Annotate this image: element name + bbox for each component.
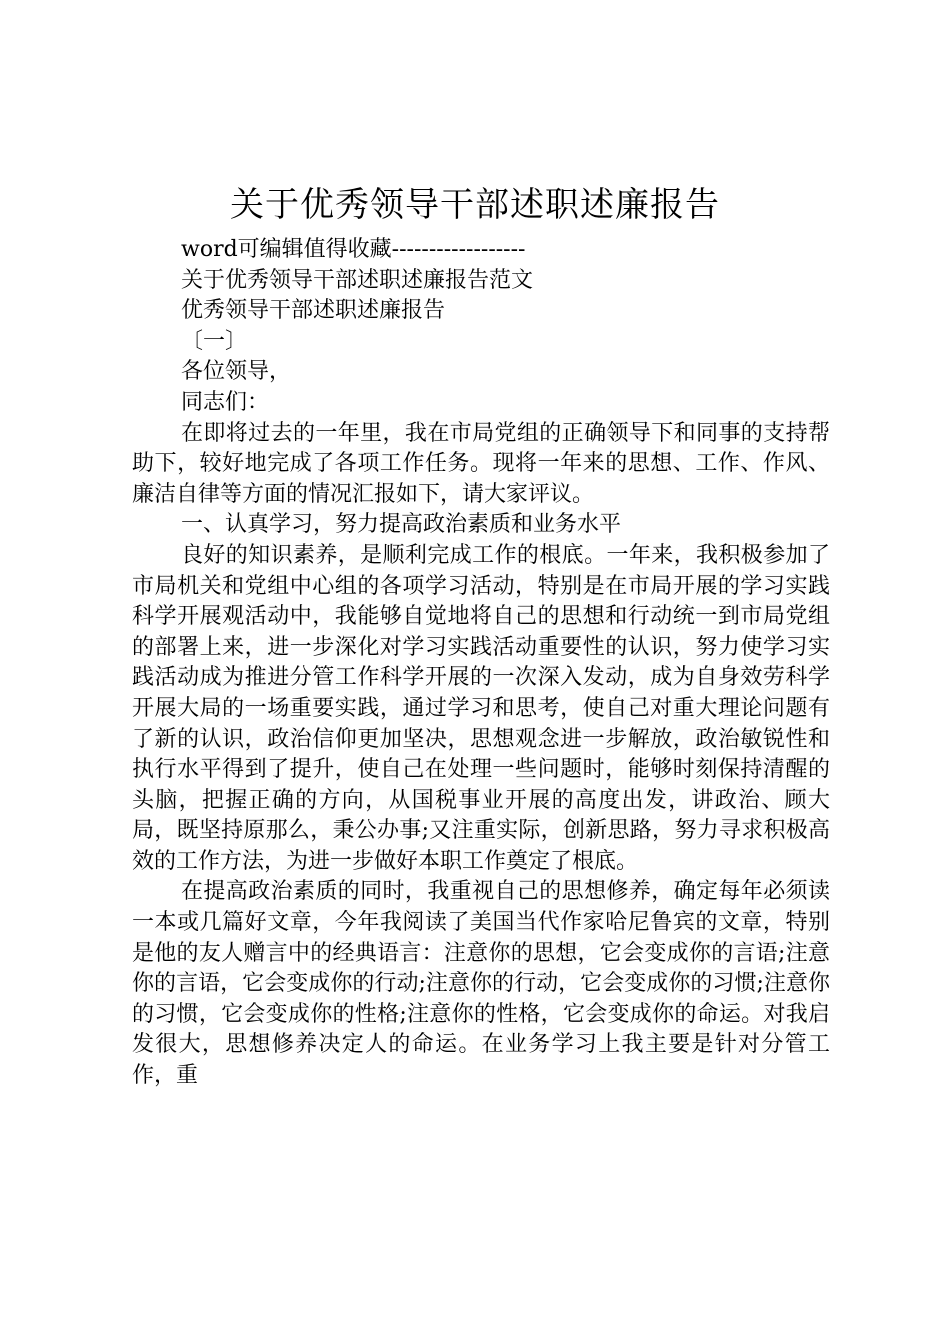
document-title: 关于优秀领导干部述职述廉报告 [230,185,720,225]
report-name-line: 优秀领导干部述职述廉报告 [181,298,446,324]
intro-paragraph: 在即将过去的一年里，我在市局党组的正确领导下和同事的支持帮助下，较好地完成了各项工作任务。现将一年来的思想、工作、作风、廉洁自律等方面的情况汇报如下，请大家评议。 [132,420,830,507]
body-paragraph: 良好的知识素养，是顺利完成工作的根底。一年来，我积极参加了市局机关和党组中心组的各项学习活动，特别是在市局开展的学习实践科学开展观活动中，我能够自觉地将自己的思想和行动统一到市局党组的部署上来，进一步深化对学习实践活动重要性的认识，努力使学习实践活动成为推进分管工作科学开展的一次深入发动，成为自身效劳科学开展大局的一场重要实践，通过学习和思考，使自己对重大理论问题有了新的认识，政治信仰更加坚决，思想观念进一步解放，政治敏锐性和执行水平得到了提升，使自己在处理一些问题时，能够时刻保持清醒的头脑，把握正确的方向，从国税事业开展的高度出发，讲政治、顾大局，既坚持原那么，秉公办事;又注重实际，创新思路，努力寻求积极高效的工作方法，为进一步做好本职工作奠定了根底。 [132,542,830,874]
section-heading: 一、认真学习，努力提高政治素质和业务水平 [181,512,622,538]
body-paragraph: 在提高政治素质的同时，我重视自己的思想修养，确定每年必须读一本或几篇好文章，今年我阅读了美国当代作家哈尼鲁宾的文章，特别是他的友人赠言中的经典语言：注意你的思想，它会变成你的言语;注意你的言语，它会变成你的行动;注意你的行动，它会变成你的习惯;注意你的习惯，它会变成你的性格;注意你的性格，它会变成你的命运。对我启发很大，思想修养决定人的命运。在业务学习上我主要是针对分管工作，重 [132,879,830,1089]
salutation-leaders: 各位领导， [181,359,292,385]
salutation-comrades: 同志们： [181,389,270,415]
document-body [132,235,830,1092]
header-line: word可编辑值得收藏------------------ [181,237,526,262]
section-number: 〔一〕 [181,328,248,354]
subtitle-line: 关于优秀领导干部述职述廉报告范文 [181,267,534,293]
